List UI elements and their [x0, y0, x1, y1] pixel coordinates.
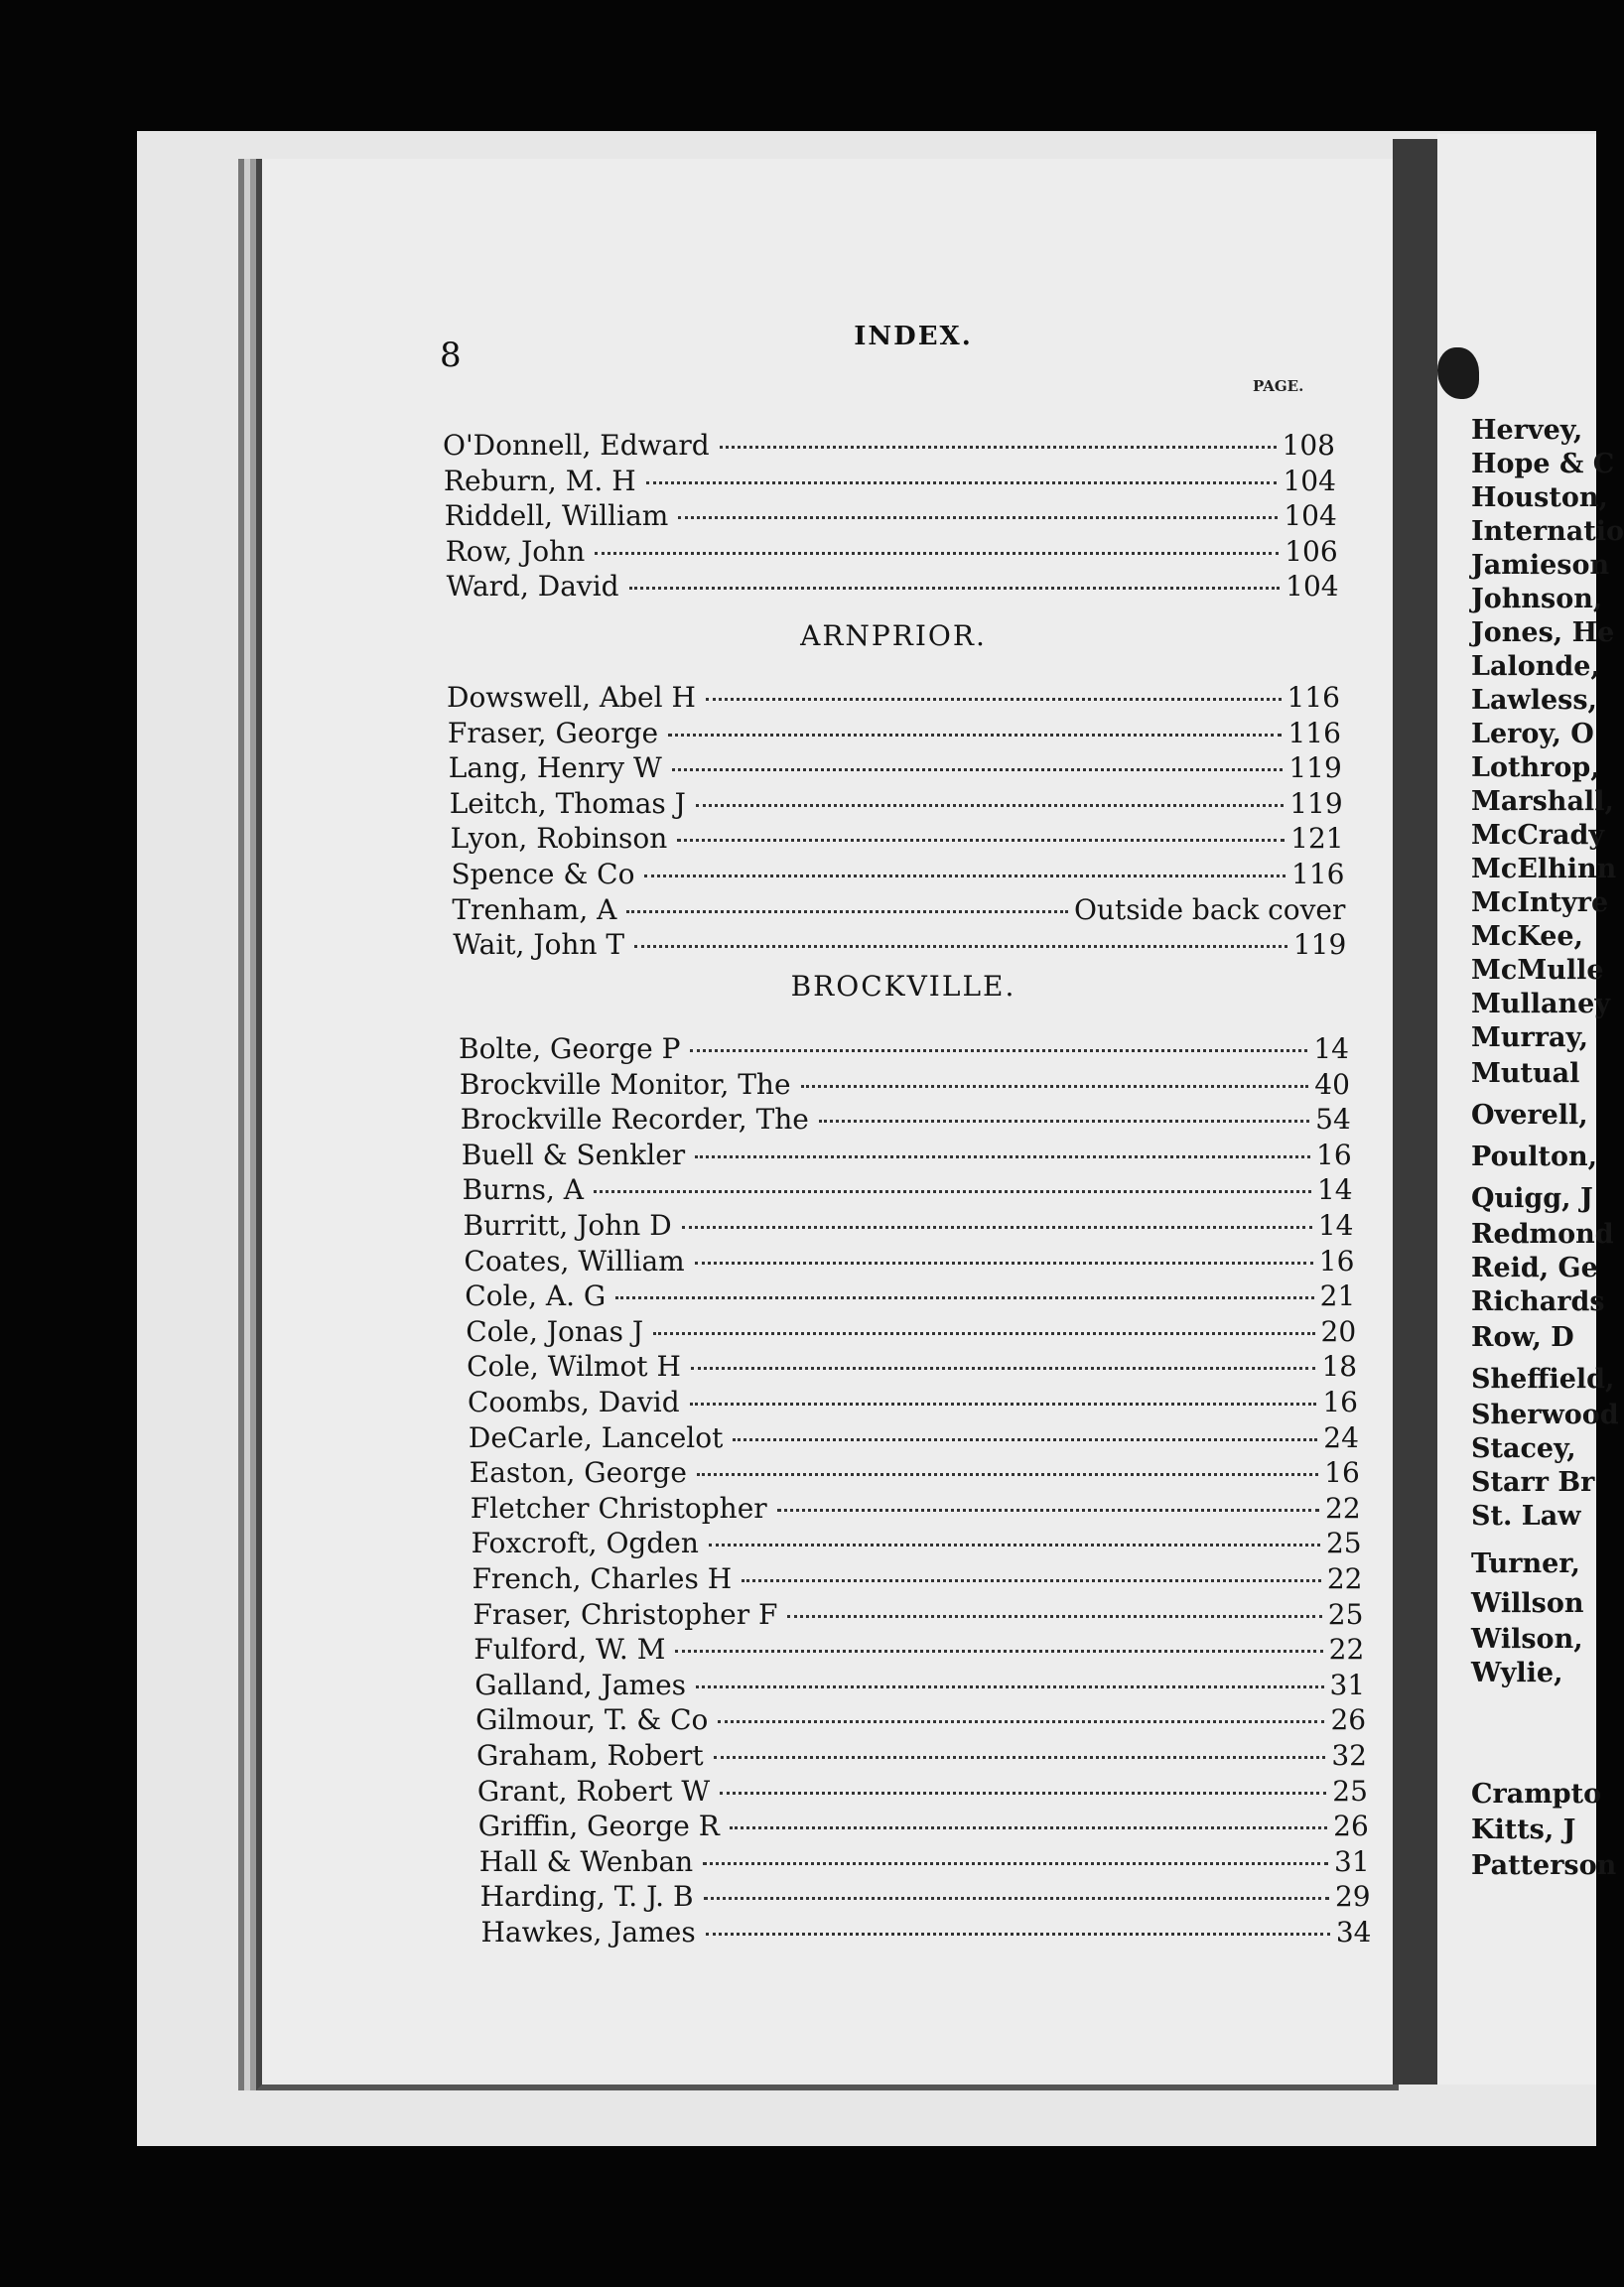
entry-name: O'Donnell, Edward: [443, 429, 710, 462]
index-entry: [447, 681, 1340, 715]
entry-page: 119: [1292, 928, 1347, 962]
entry-name: Lyon, Robinson: [450, 822, 668, 856]
entry-name: Reburn, M. H: [443, 464, 636, 497]
right-page-entry: Sherwood: [1471, 1400, 1619, 1430]
entry-name: Cole, Jonas J: [466, 1314, 644, 1348]
index-entry: [477, 1775, 1368, 1809]
entry-name: Easton, George: [469, 1456, 687, 1490]
entry-page: 26: [1330, 1703, 1367, 1737]
entry-page: 16: [1316, 1138, 1352, 1171]
right-page-entry: Crampto: [1471, 1779, 1602, 1810]
entry-page: 18: [1321, 1350, 1358, 1384]
right-page-entry: Turner,: [1471, 1548, 1580, 1579]
leader-dots: [682, 1226, 1312, 1229]
index-entry: [459, 1032, 1349, 1066]
leader-dots: [697, 1473, 1318, 1476]
entry-name: Harding, T. J. B: [479, 1880, 694, 1914]
entry-name: Burritt, John D: [463, 1209, 672, 1242]
leader-dots: [704, 1897, 1329, 1900]
leader-dots: [629, 587, 1281, 590]
right-page-entry: Lalonde,: [1471, 651, 1600, 682]
entry-name: Trenham, A: [452, 892, 617, 926]
index-entry: [466, 1315, 1356, 1349]
leader-dots: [634, 945, 1287, 948]
index-entry: [445, 499, 1337, 533]
index-entry: [464, 1245, 1354, 1278]
entry-name: French, Charles H: [472, 1562, 733, 1595]
index-entry: [446, 535, 1338, 569]
right-page-entry: Lawless,: [1471, 685, 1597, 716]
leader-dots: [718, 1720, 1324, 1723]
entry-name: Brockville Recorder, The: [460, 1103, 809, 1137]
entry-page: 14: [1313, 1032, 1349, 1065]
entry-name: Coombs, David: [468, 1386, 680, 1418]
index-entry: [452, 858, 1345, 891]
page-column-header: PAGE.: [1253, 377, 1304, 395]
right-page-entry: Lothrop,: [1471, 752, 1600, 783]
entry-page: 22: [1325, 1491, 1361, 1525]
right-page-entry: Internatio: [1471, 516, 1624, 547]
entry-page: 31: [1334, 1844, 1370, 1878]
entry-page: 22: [1328, 1633, 1365, 1667]
leader-dots: [668, 734, 1282, 737]
leader-dots: [594, 1190, 1311, 1193]
index-entry: [464, 1209, 1354, 1243]
entry-page: 26: [1333, 1810, 1369, 1843]
leader-dots: [678, 516, 1278, 519]
leader-dots: [672, 768, 1284, 771]
leader-dots: [696, 804, 1284, 807]
leader-dots: [819, 1120, 1309, 1123]
book-gutter: [1393, 139, 1437, 2085]
index-entry: [473, 1562, 1363, 1596]
index-entry: [470, 1456, 1360, 1490]
entry-page: 116: [1287, 716, 1341, 749]
index-entry: [444, 465, 1336, 498]
leader-dots: [706, 698, 1282, 701]
entry-name: Galland, James: [474, 1668, 687, 1701]
entry-page: 34: [1335, 1916, 1372, 1949]
entry-page: 106: [1285, 534, 1338, 568]
entry-name: Foxcroft, Ogden: [471, 1527, 699, 1560]
index-entry: [463, 1173, 1353, 1207]
entry-name: Wait, John T: [453, 928, 625, 962]
index-entry: [481, 1916, 1372, 1950]
leader-dots: [644, 874, 1286, 877]
entry-page: 20: [1320, 1314, 1357, 1348]
entry-page: 31: [1329, 1668, 1366, 1701]
page-title: INDEX.: [854, 322, 973, 351]
page-number: 8: [440, 336, 462, 375]
index-entry: [468, 1386, 1358, 1419]
entry-page: 119: [1289, 786, 1343, 820]
right-page-entry: Hope & C: [1471, 449, 1615, 479]
right-page-entry: McIntyre: [1471, 887, 1609, 918]
entry-name: Spence & Co: [451, 858, 635, 890]
entry-page: 24: [1323, 1420, 1359, 1454]
index-entry: [479, 1845, 1370, 1879]
index-entry: [453, 928, 1346, 962]
entry-page: 116: [1286, 681, 1340, 714]
entry-page: 25: [1327, 1597, 1364, 1631]
leader-dots: [695, 1262, 1313, 1265]
leader-dots: [595, 552, 1279, 555]
right-page-entry: St. Law: [1471, 1501, 1581, 1532]
right-page-entry: Patterson: [1471, 1850, 1617, 1881]
right-page-entry: McElhinn: [1471, 854, 1617, 884]
right-page-entry: Quigg, J: [1471, 1183, 1593, 1214]
entry-name: Grant, Robert W: [476, 1774, 711, 1808]
entry-name: Coates, William: [464, 1244, 685, 1278]
entry-name: Griffin, George R: [477, 1810, 720, 1843]
entry-name: Brockville Monitor, The: [459, 1067, 791, 1101]
right-page-entry: Overell,: [1471, 1100, 1588, 1131]
entry-name: DeCarle, Lancelot: [468, 1420, 724, 1454]
entry-name: Cole, A. G: [465, 1279, 607, 1313]
leader-dots: [709, 1544, 1320, 1547]
entry-page: 40: [1314, 1067, 1350, 1101]
right-page-entry: Houston,: [1471, 482, 1608, 513]
index-entry: [467, 1350, 1357, 1384]
entry-name: Burns, A: [462, 1173, 585, 1207]
leader-dots: [730, 1826, 1327, 1829]
leader-dots: [626, 910, 1068, 913]
entry-name: Dowswell, Abel H: [447, 681, 696, 714]
index-entry: [476, 1739, 1367, 1773]
entry-name: Fletcher Christopher: [470, 1491, 767, 1525]
entry-name: Buell & Senkler: [461, 1138, 686, 1171]
right-page-entry: McMulle: [1471, 955, 1604, 986]
index-entry: [460, 1068, 1350, 1102]
right-page-entry: Leroy, O: [1471, 719, 1594, 749]
leader-dots: [690, 1403, 1317, 1406]
right-page-entry: Wylie,: [1471, 1658, 1563, 1688]
entry-page: 29: [1334, 1880, 1371, 1914]
entry-name: Fraser, Christopher F: [473, 1597, 778, 1631]
leader-dots: [675, 1650, 1322, 1653]
leader-dots: [691, 1367, 1316, 1370]
entry-page: 108: [1282, 429, 1335, 462]
index-entry: [447, 570, 1339, 604]
index-entry: [465, 1279, 1355, 1313]
right-page-entry: Row, D: [1471, 1322, 1574, 1353]
leader-dots: [696, 1685, 1324, 1688]
right-page-entry: Johnson,: [1471, 584, 1603, 614]
entry-page: Outside back cover: [1073, 892, 1346, 926]
leader-dots: [646, 481, 1278, 484]
leader-dots: [801, 1085, 1309, 1088]
index-entry: [469, 1421, 1359, 1455]
entry-name: Leitch, Thomas J: [449, 786, 686, 820]
entry-name: Graham, Robert: [476, 1739, 704, 1772]
right-page-entry: Starr Br: [1471, 1467, 1595, 1498]
right-page-entry: Murray,: [1471, 1022, 1588, 1053]
entry-page: 121: [1290, 822, 1344, 856]
index-entry: [478, 1810, 1369, 1843]
right-page-entry: McKee,: [1471, 921, 1583, 952]
entry-name: Row, John: [445, 534, 586, 568]
entry-page: 25: [1332, 1774, 1368, 1808]
right-page-entry: Reid, Ge: [1471, 1253, 1598, 1283]
right-page-entry: Richards: [1471, 1286, 1605, 1317]
entry-name: Fulford, W. M: [474, 1633, 666, 1667]
index-entry: [461, 1103, 1351, 1137]
index-entry: [452, 893, 1345, 927]
entry-page: 16: [1318, 1244, 1355, 1278]
entry-name: Lang, Henry W: [448, 751, 662, 785]
section-heading: BROCKVILLE.: [790, 970, 1016, 1003]
entry-page: 104: [1283, 464, 1336, 497]
leader-dots: [714, 1756, 1326, 1759]
index-entry: [474, 1633, 1364, 1667]
right-page-entry: McCrady: [1471, 820, 1605, 851]
entry-page: 104: [1286, 570, 1339, 604]
entry-page: 25: [1325, 1527, 1362, 1560]
entry-page: 54: [1315, 1103, 1351, 1137]
index-entry: [462, 1139, 1352, 1172]
entry-name: Cole, Wilmot H: [467, 1350, 681, 1384]
leader-dots: [742, 1579, 1321, 1582]
entry-page: 104: [1284, 499, 1337, 533]
index-entry: [474, 1669, 1365, 1702]
leader-dots: [720, 446, 1277, 449]
leader-dots: [703, 1862, 1328, 1865]
right-page-entry: Jones, He: [1471, 617, 1615, 648]
entry-page: 14: [1317, 1209, 1354, 1242]
index-entry: [475, 1703, 1366, 1737]
entry-page: 14: [1316, 1173, 1353, 1207]
entry-page: 16: [1324, 1456, 1360, 1490]
index-entry: [480, 1880, 1371, 1914]
leader-dots: [720, 1792, 1326, 1795]
index-entry: [448, 717, 1341, 750]
entry-page: 32: [1331, 1739, 1367, 1772]
right-page-entry: Wilson,: [1471, 1624, 1583, 1655]
index-entry: [473, 1598, 1363, 1632]
entry-name: Bolte, George P: [459, 1032, 681, 1065]
entry-page: 22: [1326, 1562, 1363, 1595]
right-page-entry: Poulton,: [1471, 1142, 1597, 1172]
leader-dots: [706, 1933, 1330, 1936]
index-entry: [443, 429, 1335, 463]
right-page-entry: Willson: [1471, 1588, 1584, 1619]
entry-page: 116: [1291, 858, 1345, 890]
entry-name: Gilmour, T. & Co: [475, 1703, 709, 1737]
right-page-entry: Mutual: [1471, 1058, 1580, 1089]
right-page-entry: Marshall,: [1471, 786, 1614, 817]
entry-page: 16: [1322, 1386, 1358, 1418]
right-page-entry: Jamieson: [1471, 550, 1610, 581]
entry-page: 21: [1319, 1279, 1356, 1313]
right-page-entry: Redmond: [1471, 1219, 1614, 1250]
leader-dots: [653, 1332, 1314, 1335]
right-page-entry: Kitts, J: [1471, 1815, 1576, 1845]
index-entry: [472, 1527, 1362, 1560]
leader-dots: [733, 1438, 1317, 1441]
right-page-entry: Mullaney: [1471, 989, 1611, 1019]
entry-name: Hawkes, James: [480, 1916, 696, 1949]
index-entry: [450, 787, 1343, 821]
entry-name: Ward, David: [446, 570, 619, 604]
entry-name: Fraser, George: [447, 716, 659, 749]
leader-dots: [615, 1296, 1313, 1299]
index-entry: [451, 822, 1344, 856]
section-heading: ARNPRIOR.: [800, 619, 987, 652]
leader-dots: [777, 1509, 1319, 1512]
leader-dots: [695, 1155, 1310, 1158]
leader-dots: [677, 839, 1285, 842]
right-page-entry: Stacey,: [1471, 1433, 1576, 1464]
leader-dots: [787, 1615, 1321, 1618]
entry-name: Hall & Wenban: [478, 1844, 694, 1878]
leader-dots: [690, 1049, 1307, 1052]
entry-name: Riddell, William: [444, 499, 669, 533]
right-page-entry: Hervey,: [1471, 415, 1583, 446]
entry-page: 119: [1288, 751, 1342, 785]
right-page-entry: Sheffield,: [1471, 1364, 1615, 1395]
index-entry: [449, 751, 1342, 785]
index-entry: [471, 1492, 1361, 1526]
